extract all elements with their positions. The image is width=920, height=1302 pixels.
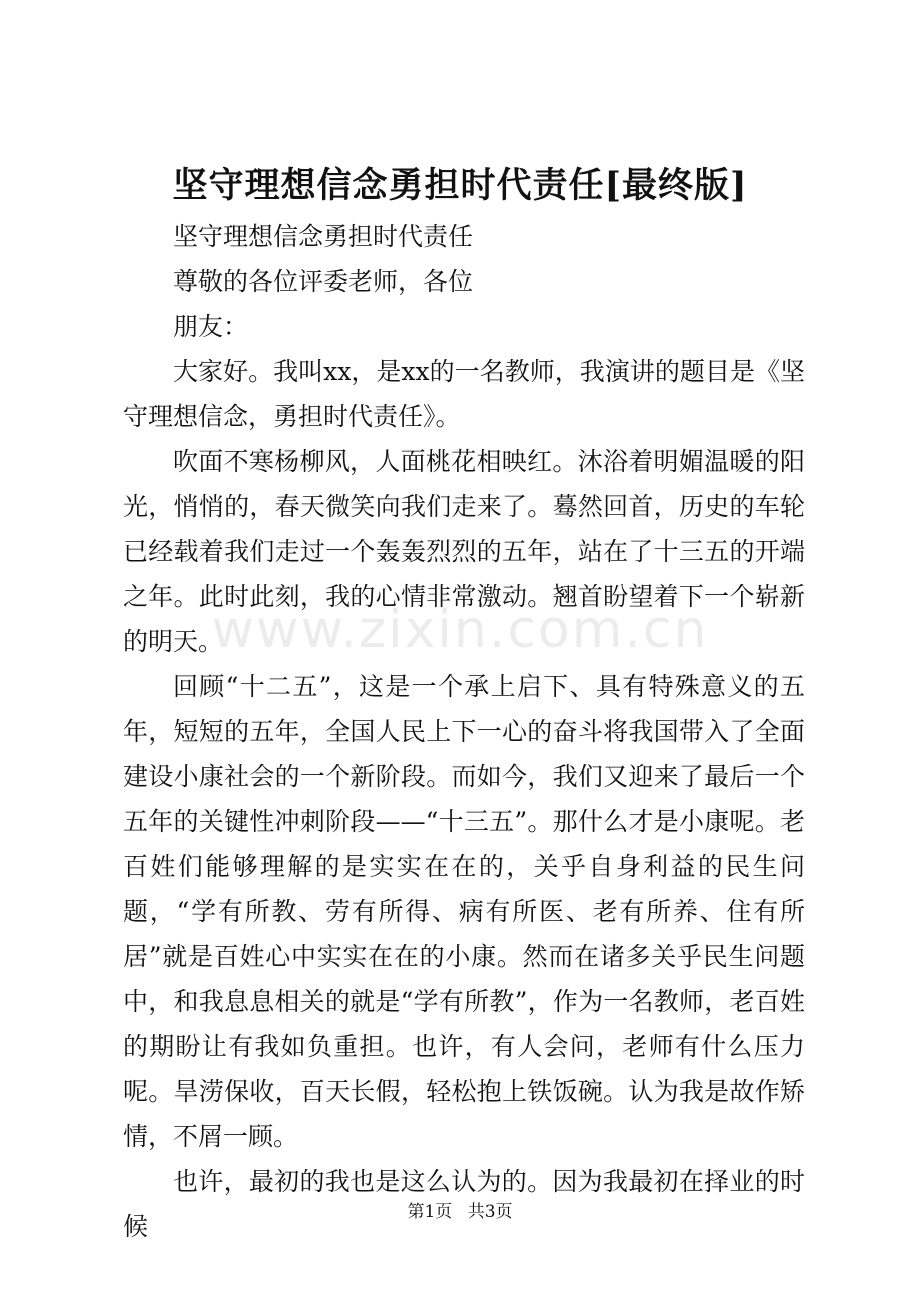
- paragraph: 朋友：: [173, 312, 249, 341]
- page-footer: [0, 1198, 920, 1226]
- document-body: [123, 214, 805, 1249]
- paragraph: 尊敬的各位评委老师，各位: [173, 267, 474, 296]
- page-total: 共3页: [467, 1202, 513, 1222]
- page-number: 第1页: [407, 1202, 453, 1222]
- paragraph: 大家好。我叫xx，是xx的一名教师，我演讲的题目是《坚守理想信念，勇担时代责任》。: [123, 357, 805, 431]
- paragraph: 吹面不寒杨柳风，人面桃花相映红。沐浴着明媚温暖的阳光，悄悄的，春天微笑向我们走来了。蓦然回首，历史的车轮已经载着我们走过一个轰轰烈烈的五年，站在了十三五的开端之年。此时此刻，我的心情非常激动。翘首盼望着下一个崭新的明天。: [123, 447, 805, 656]
- paragraph: 回顾“十二五”，这是一个承上启下、具有特殊意义的五年，短短的五年，全国人民上下一心的奋斗将我国带入了全面建设小康社会的一个新阶段。而如今，我们又迎来了最后一个五年的关键性冲刺阶段——“十三五”。那什么才是小康呢。老百姓们能够理解的是实实在在的，关乎自身利益的民生问题，“学有所教、劳有所得、病有所医、老有所养、住有所居”就是百姓心中实实在在的小康。然而在诸多关乎民生问题中，和我息息相关的就是“学有所教”，作为一名教师，老百姓的期盼让有我如负重担。也许，有人会问，老师有什么压力呢。旱涝保收，百天长假，轻松抱上铁饭碗。认为我是故作矫情，不屑一顾。: [123, 672, 805, 1151]
- document-title: 坚守理想信念勇担时代责任[最终版]: [172, 165, 748, 206]
- watermark: www.zixin.com.cn: [211, 600, 709, 660]
- paragraph: 也许，最初的我也是这么认为的。因为我最初在择业的时候: [123, 1167, 805, 1241]
- paragraph: 坚守理想信念勇担时代责任: [173, 222, 474, 251]
